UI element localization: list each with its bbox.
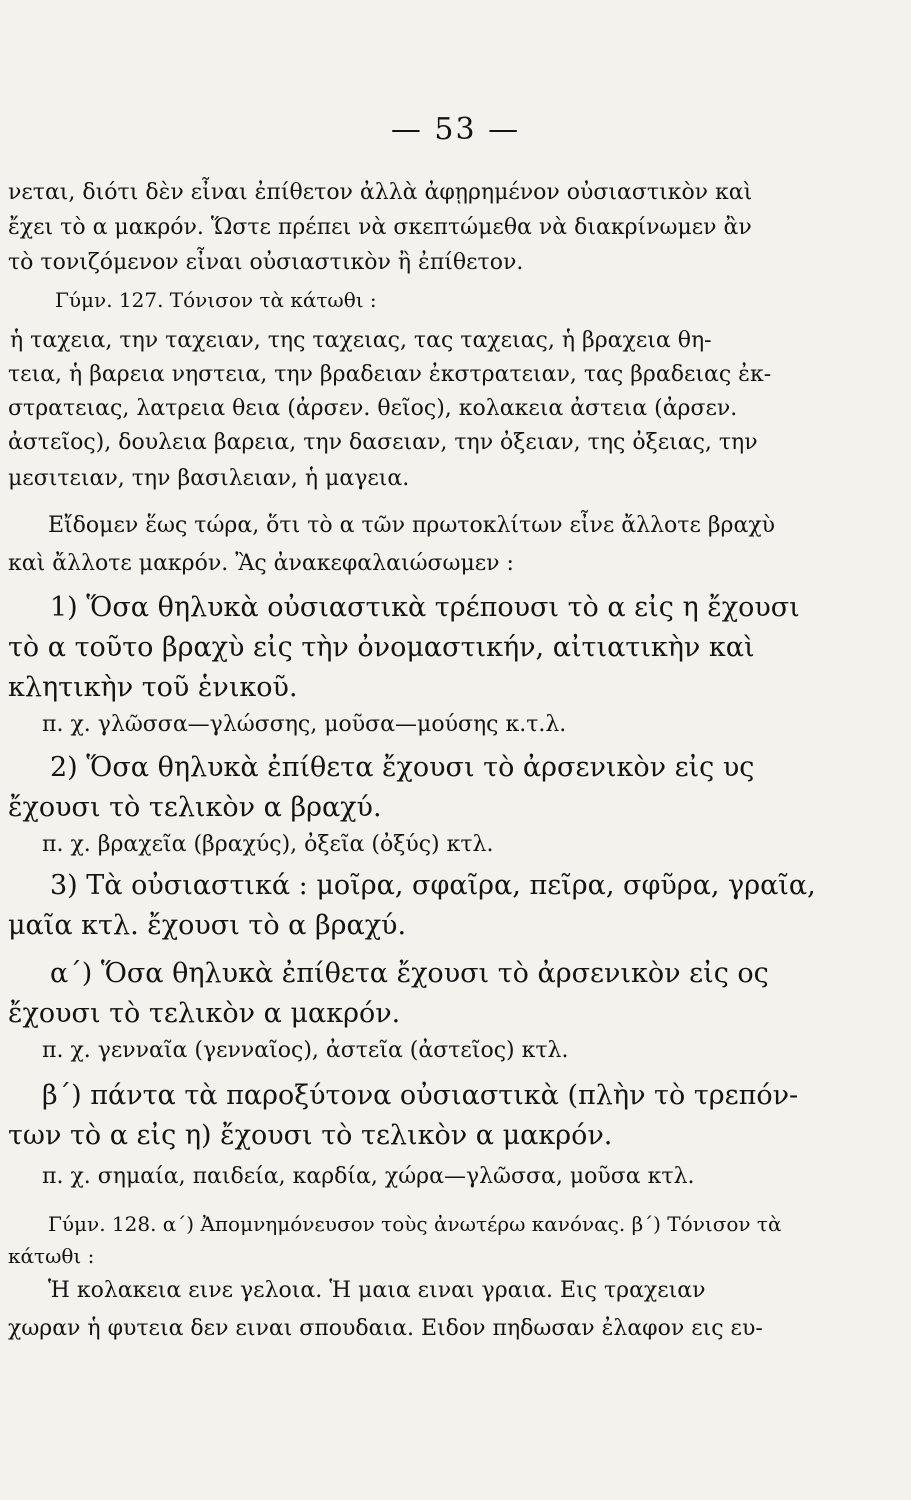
- text-line: νεται, διότι δὲν εἶναι ἐπίθετον ἀλλὰ ἀφῃρημένον οὐσιαστικὸν καὶ: [8, 180, 753, 205]
- exercise-line: Ἡ κολακεια εινε γελοια. Ἡ μαια ειναι γραια. Εις τραχειαν: [48, 1278, 706, 1303]
- exercise-heading: κάτωθι :: [8, 1244, 95, 1268]
- exercise-line: ἀστεῖος), δουλεια βαρεια, την δασειαν, την ὀξειαν, της ὀξειας, την: [8, 430, 758, 455]
- example-line: π. χ. βραχεῖα (βραχύς), ὀξεῖα (ὀξύς) κτλ.: [42, 832, 494, 857]
- rule-line: κλητικὴν τοῦ ἑνικοῦ.: [8, 672, 298, 703]
- rule-line: τὸ α τοῦτο βραχὺ εἰς τὴν ὀνομαστικήν, αἰτιατικὴν καὶ: [8, 632, 755, 663]
- rule-line: 1) Ὅσα θηλυκὰ οὐσιαστικὰ τρέπουσι τὸ α εἰς η ἔχουσι: [50, 592, 800, 623]
- rule-line: μαῖα κτλ. ἔχουσι τὸ α βραχύ.: [8, 910, 407, 941]
- rule-line: ἔχουσι τὸ τελικὸν α μακρόν.: [8, 998, 401, 1029]
- rule-line: ἔχουσι τὸ τελικὸν α βραχύ.: [8, 792, 382, 823]
- exercise-heading: Γύμν. 127. Τόνισον τὰ κάτωθι :: [55, 288, 377, 312]
- rule-line: 3) Τὰ οὐσιαστικά : μοῖρα, σφαῖρα, πεῖρα, σφῦρα, γραῖα,: [50, 870, 816, 901]
- exercise-line: τεια, ἡ βαρεια νηστεια, την βραδειαν ἐκστρατειαν, τας βραδειας ἐκ-: [8, 362, 772, 387]
- rule-line: των τὸ α εἰς η) ἔχουσι τὸ τελικὸν α μακρόν.: [8, 1120, 613, 1151]
- rule-line: α΄) Ὅσα θηλυκὰ ἐπίθετα ἔχουσι τὸ ἀρσενικὸν εἰς ος: [50, 958, 769, 989]
- exercise-line: ἡ ταχεια, την ταχειαν, της ταχειας, τας ταχειας, ἡ βραχεια θη-: [10, 328, 712, 353]
- example-line: π. χ. σημαία, παιδεία, καρδία, χώρα—γλῶσσα, μοῦσα κτλ.: [42, 1164, 695, 1189]
- exercise-line: στρατειας, λατρεια θεια (ἀρσεν. θεῖος), κολακεια ἀστεια (ἀρσεν.: [8, 396, 738, 421]
- text-line: καὶ ἄλλοτε μακρόν. Ἂς ἀνακεφαλαιώσωμεν :: [8, 551, 514, 576]
- text-line: ἔχει τὸ α μακρόν. Ὥστε πρέπει νὰ σκεπτώμεθα νὰ διακρίνωμεν ἂν: [8, 215, 752, 240]
- example-line: π. χ. γλῶσσα—γλώσσης, μοῦσα—μούσης κ.τ.λ.: [42, 712, 567, 737]
- text-line: τὸ τονιζόμενον εἶναι οὐσιαστικὸν ἢ ἐπίθετον.: [8, 250, 524, 275]
- example-line: π. χ. γενναῖα (γενναῖος), ἀστεῖα (ἀστεῖος) κτλ.: [42, 1038, 569, 1063]
- rule-line: 2) Ὅσα θηλυκὰ ἐπίθετα ἔχουσι τὸ ἀρσενικὸν εἰς υς: [50, 752, 755, 783]
- page-number: — 53 —: [390, 112, 521, 147]
- exercise-heading: Γύμν. 128. α΄) Ἀπομνημόνευσον τοὺς ἀνωτέρω κανόνας. β΄) Τόνισον τὰ: [48, 1212, 782, 1236]
- exercise-line: μεσιτειαν, την βασιλειαν, ἡ μαγεια.: [8, 466, 410, 491]
- exercise-line: χωραν ἡ φυτεια δεν ειναι σπουδαια. Ειδον πηδωσαν ἐλαφον εις ευ-: [8, 1316, 763, 1341]
- rule-line: β΄) πάντα τὰ παροξύτονα οὐσιαστικὰ (πλὴν τὸ τρεπόν-: [42, 1080, 799, 1111]
- text-line: Εἴδομεν ἕως τώρα, ὅτι τὸ α τῶν πρωτοκλίτων εἶνε ἄλλοτε βραχὺ: [48, 513, 776, 538]
